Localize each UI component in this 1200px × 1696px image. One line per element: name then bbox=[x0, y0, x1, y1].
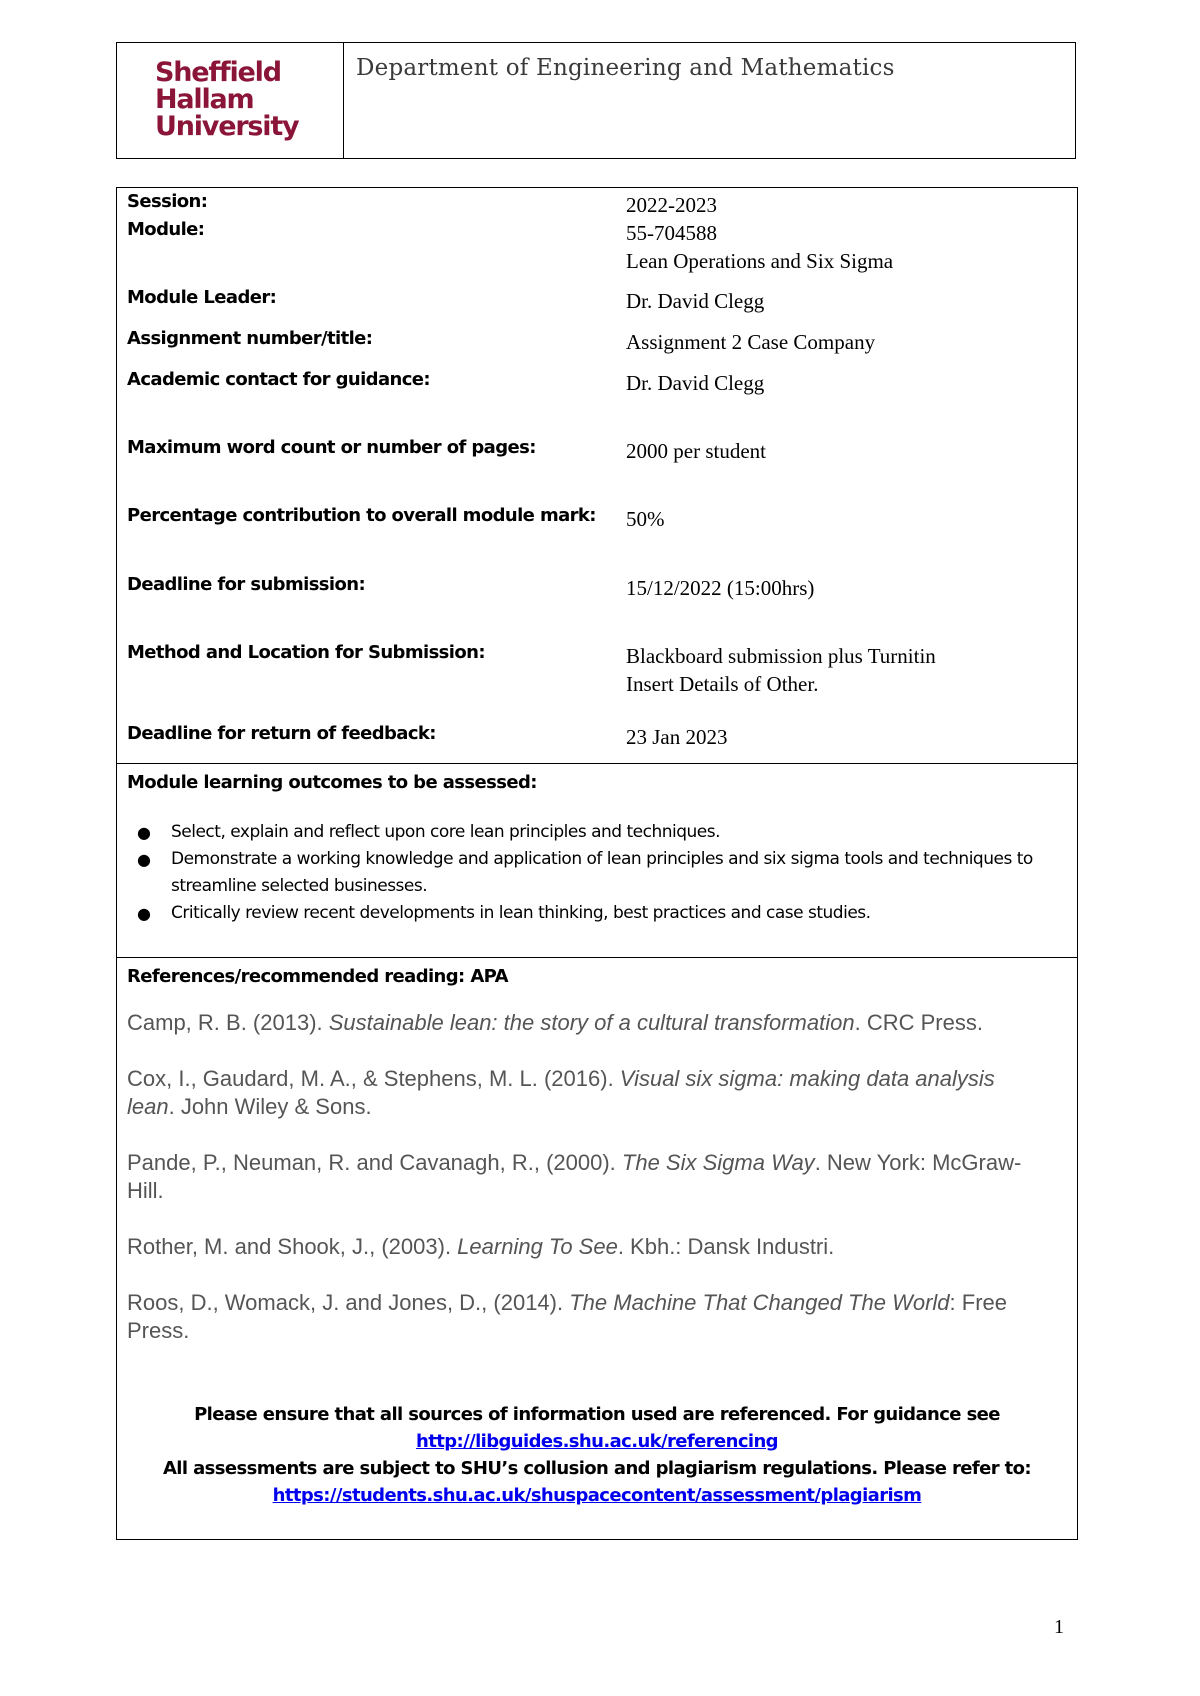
assignment-details bbox=[117, 188, 1077, 763]
reference-item bbox=[127, 1233, 1027, 1261]
deadline-value: 15/12/2022 (15:00hrs) bbox=[626, 576, 815, 600]
reference-authors: Camp, R. B. (2013). bbox=[127, 1010, 329, 1035]
university-logo bbox=[155, 59, 298, 140]
references-section bbox=[117, 957, 1077, 1539]
method-value-line-1: Blackboard submission plus Turnitin bbox=[626, 644, 936, 668]
percentage-label: Percentage contribution to overall module mark: bbox=[127, 505, 596, 526]
list-item bbox=[137, 819, 1067, 846]
reference-item bbox=[127, 1009, 1027, 1037]
session-label: Session: bbox=[127, 191, 208, 212]
department-title: Department of Engineering and Mathematics bbox=[356, 55, 895, 81]
percentage-value: 50% bbox=[626, 507, 665, 531]
reference-item bbox=[127, 1065, 1027, 1121]
reference-publisher: . CRC Press. bbox=[854, 1010, 983, 1035]
guidance-text-1: Please ensure that all sources of information used are referenced. For guidance see bbox=[194, 1404, 1000, 1425]
outcomes-list bbox=[127, 819, 1067, 927]
referencing-link[interactable]: http://libguides.shu.ac.uk/referencing bbox=[416, 1431, 778, 1452]
reference-item bbox=[127, 1149, 1027, 1205]
assignment-info-table bbox=[116, 187, 1078, 1540]
leader-value: Dr. David Clegg bbox=[626, 289, 765, 313]
reference-authors: Cox, I., Gaudard, M. A., & Stephens, M. L. (2016). bbox=[127, 1066, 620, 1091]
reference-title: Learning To See bbox=[457, 1234, 618, 1259]
wordcount-value: 2000 per student bbox=[626, 439, 766, 463]
leader-label: Module Leader: bbox=[127, 287, 277, 308]
module-label: Module: bbox=[127, 219, 205, 240]
logo-line-1: Sheffield bbox=[155, 57, 281, 88]
reference-publisher: . John Wiley & Sons. bbox=[168, 1094, 372, 1119]
references-heading: References/recommended reading: APA bbox=[127, 966, 508, 987]
page-number: 1 bbox=[1054, 1616, 1064, 1638]
bullet-icon: ● bbox=[137, 904, 151, 923]
department-cell bbox=[344, 43, 1075, 158]
bullet-icon: ● bbox=[137, 823, 151, 842]
guidance-text-2: All assessments are subject to SHU’s collusion and plagiarism regulations. Please refer to: bbox=[162, 1458, 1032, 1479]
learning-outcomes-section bbox=[117, 763, 1077, 957]
method-value-line-2: Insert Details of Other. bbox=[626, 672, 819, 696]
contact-value: Dr. David Clegg bbox=[626, 371, 765, 395]
reference-title: Visual six sigma: making data analysis lean bbox=[127, 1066, 995, 1119]
deadline-label: Deadline for submission: bbox=[127, 574, 366, 595]
outcome-text: Select, explain and reflect upon core lean principles and techniques. bbox=[171, 822, 720, 842]
module-code: 55-704588 bbox=[626, 221, 717, 245]
method-value bbox=[626, 642, 936, 698]
logo-line-3: University bbox=[155, 111, 299, 142]
reference-publisher: . Kbh.: Dansk Industri. bbox=[617, 1234, 835, 1259]
session-value bbox=[626, 191, 717, 219]
references-list bbox=[127, 1009, 1067, 1345]
feedback-label: Deadline for return of feedback: bbox=[127, 723, 436, 744]
logo-cell bbox=[117, 43, 344, 158]
reference-publisher: . New York: McGraw-Hill. bbox=[127, 1150, 1022, 1203]
reference-publisher: : Free Press. bbox=[127, 1290, 1007, 1343]
reference-title: The Machine That Changed The World bbox=[569, 1290, 950, 1315]
assignment-value: Assignment 2 Case Company bbox=[626, 330, 876, 354]
logo-line-2: Hallam bbox=[155, 84, 254, 115]
contact-label: Academic contact for guidance: bbox=[127, 369, 430, 390]
module-value bbox=[626, 219, 893, 275]
list-item bbox=[137, 846, 1067, 900]
reference-authors: Rother, M. and Shook, J., (2003). bbox=[127, 1234, 458, 1259]
reference-item bbox=[127, 1289, 1027, 1345]
method-label: Method and Location for Submission: bbox=[127, 642, 485, 663]
wordcount-label: Maximum word count or number of pages: bbox=[127, 437, 536, 458]
plagiarism-link[interactable]: https://students.shu.ac.uk/shuspacecontent/assessment/plagiarism bbox=[272, 1485, 922, 1506]
bullet-icon: ● bbox=[137, 850, 151, 869]
reference-authors: Roos, D., Womack, J. and Jones, D., (2014). bbox=[127, 1290, 570, 1315]
feedback-value: 23 Jan 2023 bbox=[626, 725, 728, 749]
reference-title: The Six Sigma Way bbox=[621, 1150, 815, 1175]
session-year: 2022-2023 bbox=[626, 193, 717, 217]
referencing-guidance bbox=[117, 1401, 1077, 1509]
outcomes-heading: Module learning outcomes to be assessed: bbox=[127, 772, 537, 793]
module-name: Lean Operations and Six Sigma bbox=[626, 249, 894, 273]
header-table bbox=[116, 42, 1076, 159]
reference-authors: Pande, P., Neuman, R. and Cavanagh, R., (2000). bbox=[127, 1150, 622, 1175]
assignment-label: Assignment number/title: bbox=[127, 328, 373, 349]
outcome-text: Critically review recent developments in lean thinking, best practices and case studies. bbox=[171, 903, 871, 923]
reference-title: Sustainable lean: the story of a cultural transformation bbox=[328, 1010, 855, 1035]
list-item bbox=[137, 900, 1067, 927]
outcome-text: Demonstrate a working knowledge and application of lean principles and six sigma tools and techniques to streamline selected businesses. bbox=[171, 849, 1033, 896]
